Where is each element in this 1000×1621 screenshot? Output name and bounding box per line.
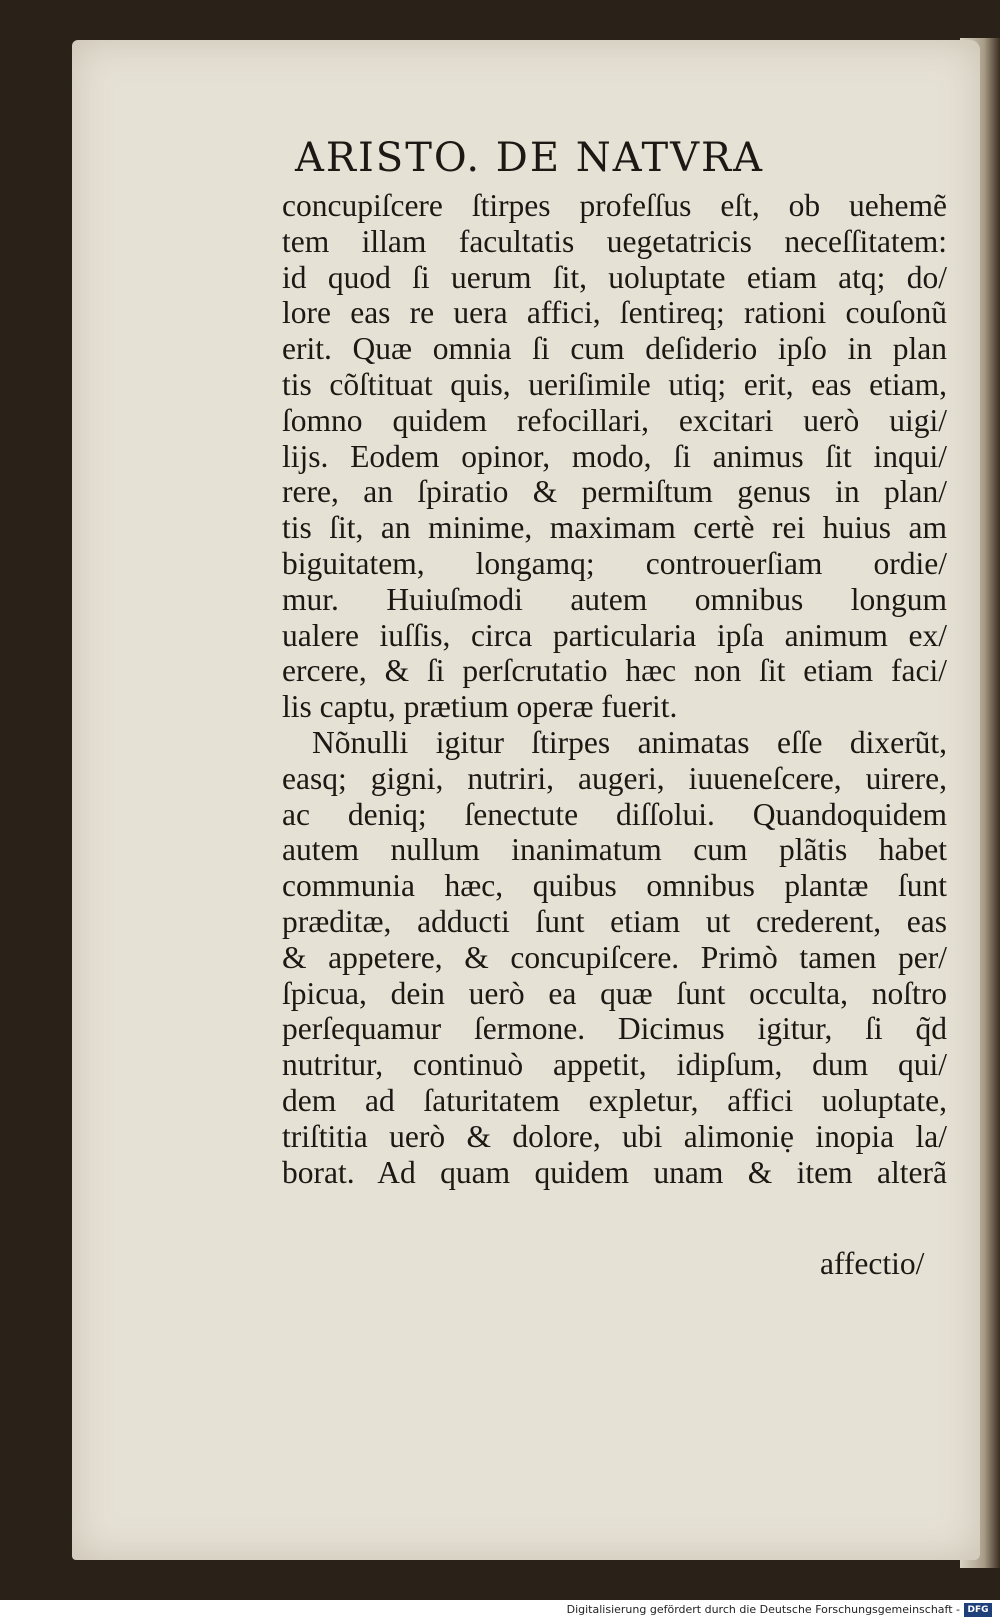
text-line: concupiſcere ſtirpes profeſſus eſt, ob uehemẽ bbox=[282, 188, 947, 223]
text-line: rere, an ſpiratio & permiſtum genus in plan/ bbox=[282, 474, 947, 510]
text-line: autem nullum inanimatum cum plãtis habet bbox=[282, 832, 947, 868]
text-line: easq; gigni, nutriri, augeri, iuueneſcere, uirere, bbox=[282, 760, 947, 796]
digitization-credit: Digitalisierung gefördert durch die Deutsche Forschungsgemeinschaft - bbox=[566, 1603, 960, 1616]
text-line: Nõnulli igitur ſtirpes animatas eſſe dixerũt, bbox=[312, 724, 947, 760]
text-line: tis ſit, an minime, maximam certè rei huius am bbox=[282, 510, 947, 546]
text-line: biguitatem, longamq; controuerſiam ordie/ bbox=[282, 545, 947, 581]
text-line: borat. Ad quam quidem unam & item alterã bbox=[282, 1154, 947, 1190]
text-line: ac deniq; ſenectute diſſolui. Quandoquidem bbox=[282, 796, 947, 832]
text-line: triſtitia uerò & dolore, ubi alimoniẹ inopia la/ bbox=[282, 1118, 947, 1154]
text-line: perſequamur ſermone. Dicimus igitur, ſi q̃d bbox=[282, 1011, 947, 1047]
text-line: lijs. Eodem opinor, modo, ſi animus ſit inqui/ bbox=[282, 438, 947, 474]
text-line: ualere iuſſis, circa particularia ipſa animum ex/ bbox=[282, 617, 947, 653]
text-line: & appetere, & concupiſcere. Primò tamen per/ bbox=[282, 939, 947, 975]
dfg-logo: DFG bbox=[964, 1603, 992, 1617]
text-line: mur. Huiuſmodi autem omnibus longum bbox=[282, 581, 947, 617]
text-line: præditæ, adducti ſunt etiam ut crederent, eas bbox=[282, 903, 947, 939]
text-line: lore eas re uera affici, ſentireq; rationi couſonũ bbox=[282, 295, 947, 331]
text-line: dem ad ſaturitatem expletur, affici uoluptate, bbox=[282, 1082, 947, 1118]
running-head: ARISTO. DE NATVRA bbox=[295, 135, 765, 181]
text-line: ſomno quidem refocillari, excitari uerò uigi/ bbox=[282, 402, 947, 438]
text-line: tem illam facultatis uegetatricis neceſſitatem: bbox=[282, 223, 947, 259]
text-line: tis cõſtituat quis, ueriſimile utiq; erit, eas etiam, bbox=[282, 366, 947, 402]
text-line: communia hæc, quibus omnibus plantæ ſunt bbox=[282, 868, 947, 904]
text-line: ſpicua, dein uerò ea quæ ſunt occulta, noſtro bbox=[282, 975, 947, 1011]
text-block bbox=[282, 188, 947, 1190]
text-line: id quod ſi uerum ſit, uoluptate etiam atq; do/ bbox=[282, 259, 947, 295]
text-line: erit. Quæ omnia ſi cum deſiderio ipſo in plan bbox=[282, 331, 947, 367]
text-line: nutritur, continuò appetit, idipſum, dum qui/ bbox=[282, 1047, 947, 1083]
text-line: ercere, & ſi perſcrutatio hæc non ſit etiam faci/ bbox=[282, 653, 947, 689]
catchword: affectio/ bbox=[820, 1246, 925, 1281]
text-line: lis captu, prætium operæ fuerit. bbox=[282, 689, 678, 725]
